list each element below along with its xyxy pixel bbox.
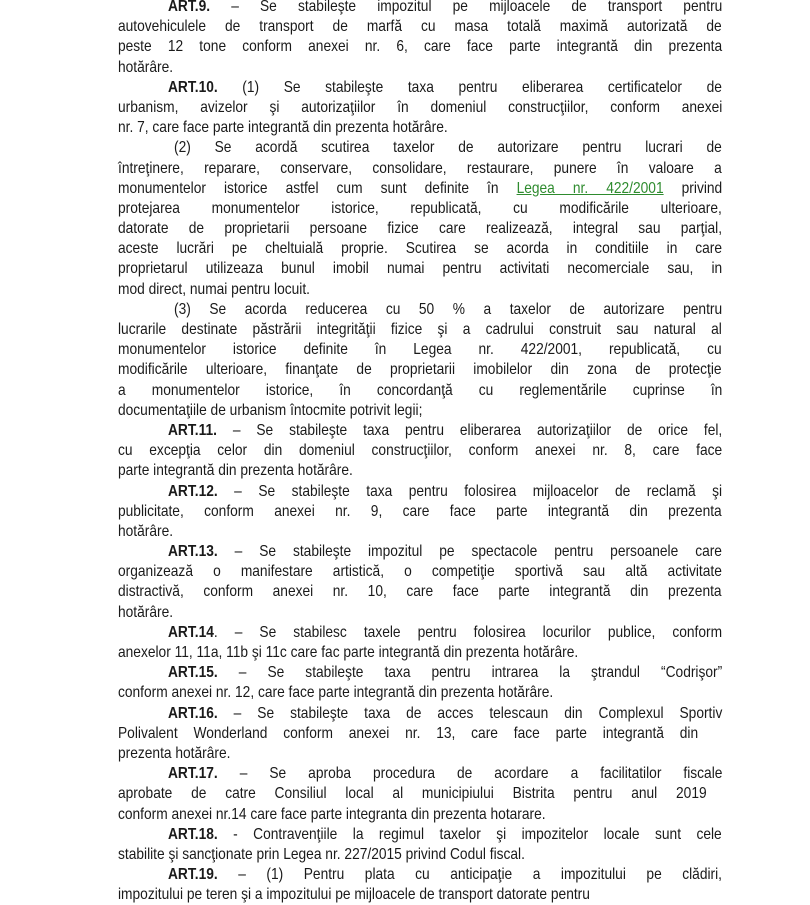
paragraph-text: protejarea monumentelor istorice, republicată, cu modificările ulterioare, [118, 199, 722, 217]
paragraph-text: – (1) Pentru plata cu anticipaţie a impozitului pe clădiri, [217, 866, 723, 884]
text-line [118, 885, 722, 905]
article-label: ART.13. [168, 543, 218, 561]
text-line-content [118, 259, 722, 279]
text-line-content [168, 78, 722, 98]
article-label: ART.14 [168, 623, 214, 641]
text-line-content [118, 744, 230, 764]
text-line-content [118, 199, 722, 219]
paragraph-text: hotărâre. [118, 58, 174, 76]
text-line [118, 219, 722, 239]
paragraph-text: – Se stabileşte impozitul pe mijloacele de transport pentru [210, 0, 723, 15]
text-line [118, 0, 722, 17]
text-line [118, 482, 722, 502]
paragraph-text: prezenta hotărâre. [118, 744, 231, 762]
text-line [118, 623, 722, 643]
paragraph-text: publicitate, conform anexei nr. 9, care face parte integrantă din prezenta [118, 502, 722, 520]
paragraph-text: autovehiculele de transport de marfă cu masa totală maximă autorizată de [118, 18, 722, 36]
text-line [118, 825, 722, 845]
paragraph-text: parte integrantă din prezenta hotărâre. [118, 462, 353, 480]
paragraph-text: (2) Se acordă scutirea taxelor de autorizare pentru lucrari de [174, 139, 722, 157]
text-line-content [118, 360, 722, 380]
text-line [118, 643, 722, 663]
paragraph-text: documentaţiile de urbanism întocmite potrivit legii; [118, 401, 423, 419]
paragraph-text: privind [663, 179, 723, 197]
text-line-content [118, 179, 722, 199]
text-line-content [118, 381, 722, 401]
paragraph-text: aprobate de catre Consiliul local al municipiului Bistrita pentru anul 2019 [118, 785, 707, 803]
article-label: ART.16. [168, 704, 218, 722]
text-line-content [118, 724, 698, 744]
text-line [118, 502, 722, 522]
text-line-content [168, 0, 722, 17]
text-line-content [118, 845, 525, 865]
text-line [118, 280, 722, 300]
text-line [118, 865, 722, 885]
paragraph-text: – Se stabileşte taxa de acces telescaun din Complexul Sportiv [217, 704, 723, 722]
paragraph-text: – Se stabileşte taxa pentru folosirea mijloacelor de reclamă şi [217, 482, 723, 500]
text-line-content [118, 582, 722, 602]
text-line [118, 340, 722, 360]
text-line [118, 98, 722, 118]
paragraph-text: – Se stabileşte taxa pentru intrarea la ştrandul “Codrişor” [217, 664, 723, 682]
paragraph-text: proprietarul utilizeaza bunul imobil numai pentru activitati necomerciale sau, in [118, 260, 723, 278]
text-line-content [118, 502, 722, 522]
text-line-content [118, 441, 722, 461]
text-line [118, 663, 722, 683]
paragraph-text: Polivalent Wonderland conform anexei nr. 13, care face parte integrantă din [118, 724, 699, 742]
paragraph-text: lucrarile destinate păstrării integrităţii fizice şi a cadrului construit sau natural al [118, 321, 722, 338]
paragraph-text: monumentelor istorice definite în Legea nr. 422/2001, republicată, cu [118, 341, 722, 359]
article-label: ART.17. [168, 765, 218, 783]
text-line-content [118, 885, 590, 905]
text-line [118, 461, 722, 481]
paragraph-text: modificările ulterioare, finanţate de proprietarii imobilelor din zona de protecţie [118, 361, 722, 379]
text-line [118, 259, 722, 279]
paragraph-text: anexelor 11, 11a, 11b şi 11c care fac parte integrantă din prezenta hotărâre. [118, 644, 579, 661]
text-line-content [118, 159, 722, 179]
paragraph-text: – Se aproba procedura de acordare a facilitatilor fiscale [217, 765, 723, 783]
text-line-content [118, 643, 578, 663]
article-label: ART.12. [168, 482, 218, 500]
article-label: ART.15. [168, 664, 218, 682]
law-link[interactable]: Legea nr. 422/2001 [516, 179, 664, 197]
paragraph-text: datorate de proprietarii persoane fizice care realizează, integral sau parţial, [118, 220, 723, 238]
text-line-content [118, 340, 722, 360]
text-line-content [118, 37, 722, 57]
paragraph-text: cu excepţia celor din domeniul construcţiilor, conform anexei nr. 8, care face [118, 442, 723, 460]
text-line-content [118, 320, 722, 340]
paragraph-text: a monumentelor istorice, în concordanţă cu reglementările cuprinse în [118, 381, 723, 399]
text-line [118, 78, 722, 98]
text-line-content [118, 603, 173, 623]
text-line [118, 683, 722, 703]
text-line [118, 300, 722, 320]
text-line-content [118, 805, 546, 825]
text-line [118, 784, 722, 804]
paragraph-text: . – Se stabilesc taxele pentru folosirea locurilor publice, conform [213, 623, 723, 641]
text-line-content [118, 58, 173, 78]
paragraph-text: conform anexei nr. 12, care face parte integrantă din prezenta hotărâre. [118, 684, 554, 702]
text-line [118, 138, 722, 158]
paragraph-text: – Se stabileşte taxa pentru eliberarea autorizaţiilor de orice fel, [216, 421, 723, 439]
paragraph-text: urbanism, avizelor şi autorizaţiilor în domeniul construcţiilor, conform anexei [118, 98, 723, 116]
text-line [118, 542, 722, 562]
text-line-content [168, 663, 722, 683]
text-line-content [168, 482, 722, 502]
text-line-content [118, 98, 722, 118]
text-line [118, 845, 722, 865]
text-line-content [118, 562, 722, 582]
paragraph-text: aceste lucrări pe cheltuială proprie. Scutirea se acorda in conditiile in care [118, 240, 723, 258]
text-line-content [168, 542, 722, 562]
paragraph-text: distractivă, conform anexei nr. 10, care face parte integrantă din prezenta [118, 583, 722, 601]
text-line-content [168, 421, 722, 441]
article-label: ART.11. [168, 421, 217, 439]
text-line [118, 805, 722, 825]
text-line [118, 239, 722, 259]
paragraph-text: (1) Se stabileşte taxa pentru eliberarea certificatelor de [217, 78, 722, 96]
text-line-content [118, 401, 422, 421]
paragraph-text: hotărâre. [118, 522, 174, 540]
text-line [118, 17, 722, 37]
text-line [118, 401, 722, 421]
text-line-content [118, 17, 722, 37]
text-line [118, 360, 722, 380]
text-line [118, 58, 722, 78]
text-line-content [168, 764, 722, 784]
paragraph-text: peste 12 tone conform anexei nr. 6, care face parte integrantă din prezenta [118, 38, 723, 56]
text-line [118, 603, 722, 623]
text-line [118, 179, 722, 199]
text-line-content [118, 219, 722, 239]
article-label: ART.9. [168, 0, 211, 15]
text-line-content [118, 239, 722, 259]
text-line [118, 37, 722, 57]
text-line [118, 724, 722, 744]
paragraph-text: (3) Se acorda reducerea cu 50 % a taxelor de autorizare pentru [174, 300, 723, 318]
document-page [118, 0, 722, 905]
text-line [118, 118, 722, 138]
paragraph-text: impozitului pe teren şi a impozitului pe mijloacele de transport datorate pentru [118, 886, 590, 904]
paragraph-text: - Contravenţiile la regimul taxelor şi impozitelor locale sunt cele [217, 825, 722, 843]
text-line-content [118, 522, 173, 542]
text-line-content [168, 704, 722, 724]
article-label: ART.18. [168, 825, 218, 843]
text-line [118, 764, 722, 784]
text-line-content [118, 461, 353, 481]
paragraph-text: hotărâre. [118, 603, 174, 621]
text-line-content [174, 300, 722, 320]
text-line [118, 381, 722, 401]
paragraph-text: – Se stabileşte impozitul pe spectacole pentru persoanele care [217, 543, 722, 561]
paragraph-text: nr. 7, care face parte integrantă din prezenta hotărâre. [118, 119, 448, 137]
paragraph-text: monumentelor istorice astfel cum sunt definite în [118, 179, 517, 197]
text-line-content [174, 138, 722, 158]
text-line-content [118, 784, 707, 804]
text-line-content [168, 623, 722, 643]
article-label: ART.19. [168, 866, 218, 884]
paragraph-text: organizează o manifestare artistică, o competiţie sportivă sau altă activitate [118, 563, 722, 581]
text-line [118, 421, 722, 441]
text-line [118, 582, 722, 602]
text-line-content [168, 825, 722, 845]
text-line-content [168, 865, 722, 885]
text-line [118, 159, 722, 179]
text-line [118, 199, 722, 219]
text-line [118, 441, 722, 461]
text-line [118, 320, 722, 340]
paragraph-text: întreţinere, reparare, conservare, consolidare, restaurare, punere în valoare a [118, 159, 722, 177]
text-line-content [118, 683, 553, 703]
paragraph-text: stabilite şi sancţionate prin Legea nr. 227/2015 privind Codul fiscal. [118, 845, 525, 863]
text-line [118, 704, 722, 724]
paragraph-text: mod direct, numai pentru locuit. [118, 280, 310, 298]
paragraph-text: conform anexei nr.14 care face parte integranta din prezenta hotarare. [118, 805, 546, 823]
text-line-content [118, 118, 448, 138]
article-label: ART.10. [168, 78, 218, 96]
text-line [118, 562, 722, 582]
text-line [118, 522, 722, 542]
text-line-content [118, 280, 310, 300]
text-line [118, 744, 722, 764]
